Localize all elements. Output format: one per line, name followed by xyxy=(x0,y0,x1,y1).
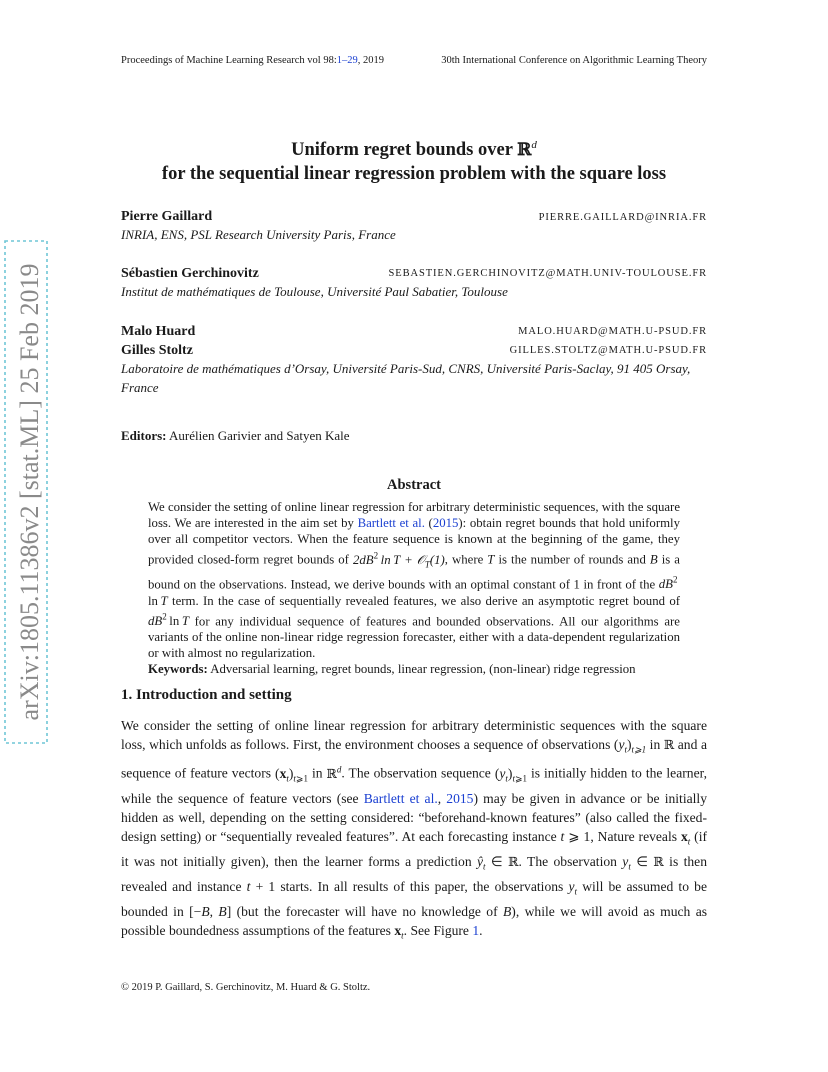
math-x-sequence: $(x_t)_{t⩾1}$ xyxy=(275,765,308,784)
abstract-text: ): obtain regret bounds that hold uniformly over all competitor vectors. When the feature sequence is known at the beginning of the game, they provided closed-form regret bounds of xyxy=(148,516,680,567)
title-dimension-sup: d xyxy=(531,139,537,151)
author-name: Malo Huard xyxy=(121,324,196,339)
body-text: . xyxy=(479,922,483,938)
section-body xyxy=(121,716,707,946)
body-text: ), while we will avoid as much as possible boundedness assumptions of the features xyxy=(121,903,708,938)
abstract-text: is the number of rounds and xyxy=(494,552,650,567)
body-text: , xyxy=(437,790,447,806)
math-y-sequence: $(y_t)_{t⩾1}$ xyxy=(613,737,647,755)
editors-label: Editors: xyxy=(121,428,167,443)
abstract-text: for any individual sequence of features and bounded observations. All our algorithms are variants of the online non-linear ridge regression forecaster, either with a data-dependent regularization or with almost no regularization. xyxy=(148,613,680,661)
shared-affiliation-line2: France xyxy=(121,380,159,395)
math-T: T xyxy=(487,552,495,567)
copyright-footer: © 2019 P. Gaillard, S. Gerchinovitz, M. Huard & G. Stoltz. xyxy=(121,982,371,993)
citation-link[interactable]: Bartlett et al. xyxy=(357,516,425,531)
body-text: (but the forecaster will have no knowledge of xyxy=(231,903,503,919)
math-prediction: $ŷ_t$ ∈ ℝ xyxy=(477,853,519,872)
author-email[interactable]: GILLES.STOLTZ@MATH.U-PSUD.FR xyxy=(509,345,707,356)
abstract-text: in front of the xyxy=(579,577,659,592)
editors-line xyxy=(121,428,350,444)
citation-link[interactable]: Bartlett et al. xyxy=(363,790,438,806)
paper-title-line1 xyxy=(0,139,828,161)
body-text: . See Figure xyxy=(403,922,473,938)
author-affiliation: INRIA, ENS, PSL Research University Paris, France xyxy=(121,227,396,242)
body-text: is then revealed and instance xyxy=(121,853,707,894)
author-name: Gilles Stoltz xyxy=(121,343,193,358)
keywords-label: Keywords: xyxy=(148,662,208,677)
math-dB2lnT: $dB^2$ ln T xyxy=(148,575,678,608)
author-name: Sébastien Gerchinovitz xyxy=(121,266,259,281)
author-email[interactable]: PIERRE.GAILLARD@INRIA.FR xyxy=(538,212,707,223)
math-x-t: $x_t$ xyxy=(394,922,404,941)
arxiv-stamp-text: arXiv:1805.11386v2 [stat.ML] 25 Feb 2019 xyxy=(15,263,44,721)
body-text: in xyxy=(307,765,327,781)
abstract-body xyxy=(148,499,680,677)
math-dB2lnT: $dB^2$ ln T xyxy=(148,611,189,628)
header-venue: Proceedings of Machine Learning Research vol 98: xyxy=(121,55,337,66)
author-affiliation: Institut de mathématiques de Toulouse, Université Paul Sabatier, Toulouse xyxy=(121,284,508,299)
citation-year-link[interactable]: 2015 xyxy=(432,516,459,531)
math-B: B xyxy=(649,552,658,567)
body-text: and a sequence of feature vectors xyxy=(121,737,707,781)
citation-year-link[interactable]: 2015 xyxy=(446,790,474,806)
math-regret-bound: $2dB^2$ ln T + 𝒪$_T$(1) xyxy=(352,550,445,570)
body-text: is initially hidden to the learner, while the sequence of feature vectors (see xyxy=(121,765,707,806)
editors-names: Aurélien Garivier and Satyen Kale xyxy=(166,428,350,443)
abstract-text: , where xyxy=(444,552,488,567)
math-observation: $y_t$ ∈ ℝ xyxy=(622,853,664,872)
body-text: , Nature reveals xyxy=(590,828,681,844)
section-heading: 1. Introduction and setting xyxy=(121,687,292,703)
body-text: . The observation xyxy=(518,853,623,869)
header-page-range-link[interactable]: 1–29 xyxy=(336,55,358,66)
author-email[interactable]: SEBASTIEN.GERCHINOVITZ@MATH.UNIV-TOULOUSE.FR xyxy=(388,268,707,279)
math-x-t: $x_t$ xyxy=(680,828,691,847)
running-header-right: 30th International Conference on Algorithmic Learning Theory xyxy=(441,55,707,66)
math-y-sequence: $(y_t)_{t⩾1}$ xyxy=(494,765,528,784)
math-t-plus-1: t + 1 xyxy=(246,878,276,894)
math-reals-d: ℝ$^d$ xyxy=(326,764,342,781)
body-text: (if it was not initially given), then the learner forms a prediction xyxy=(121,828,708,869)
header-year: , 2019 xyxy=(357,55,385,66)
author-name: Pierre Gaillard xyxy=(121,209,213,224)
arxiv-stamp xyxy=(4,240,48,744)
body-text: starts. In all results of this paper, the observations xyxy=(275,878,569,894)
running-header-left xyxy=(121,55,384,66)
figure-ref-link[interactable]: 1 xyxy=(472,922,480,938)
abstract-text: is a bound on the observations. Instead, we derive bounds with an optimal constant of xyxy=(148,552,680,592)
abstract-heading: Abstract xyxy=(387,477,441,493)
body-text: will be assumed to be bounded in xyxy=(121,878,707,919)
abstract-text: ( xyxy=(424,516,433,531)
paper-title-line2: for the sequential linear regression problem with the square loss xyxy=(161,164,667,184)
body-text: We consider the setting of online linear regression for arbitrary deterministic sequences with the square loss, which unfolds as follows. First, the environment chooses a sequence of observations xyxy=(121,718,707,753)
math-one: 1 xyxy=(573,577,580,592)
math-B: B xyxy=(502,903,512,919)
body-text: . The observation sequence xyxy=(341,765,495,781)
title-reals-symbol: ℝ xyxy=(517,140,532,161)
math-interval: [−B, B] xyxy=(189,903,232,919)
abstract-text: We consider the setting of online linear regression for arbitrary deterministic sequences, with the square loss. We are interested in the aim set by xyxy=(148,500,680,531)
math-reals: ℝ xyxy=(663,737,675,753)
title-text: Uniform regret bounds over xyxy=(291,140,518,161)
math-t-geq-1: t ⩾ 1 xyxy=(560,828,591,844)
body-text: in xyxy=(646,737,664,753)
math-y-t: $y_t$ xyxy=(568,878,578,897)
body-text: ) may be given in advance or be initially hidden as well, depending on the setting considered: “beforehand-known features” (also called the fixed-design setting) or “sequentially revealed features”. At each forecasting instance xyxy=(121,790,707,844)
keywords-list: Adversarial learning, regret bounds, linear regression, (non-linear) ridge regression xyxy=(207,662,636,677)
author-email[interactable]: MALO.HUARD@MATH.U-PSUD.FR xyxy=(518,326,707,337)
abstract-text: term. In the case of sequentially revealed features, we also derive an asymptotic regret bound of xyxy=(167,593,680,608)
shared-affiliation-line1: Laboratoire de mathématiques d’Orsay, Université Paris-Sud, CNRS, Université Paris-Saclay, 91 405 Orsay, xyxy=(121,361,691,376)
